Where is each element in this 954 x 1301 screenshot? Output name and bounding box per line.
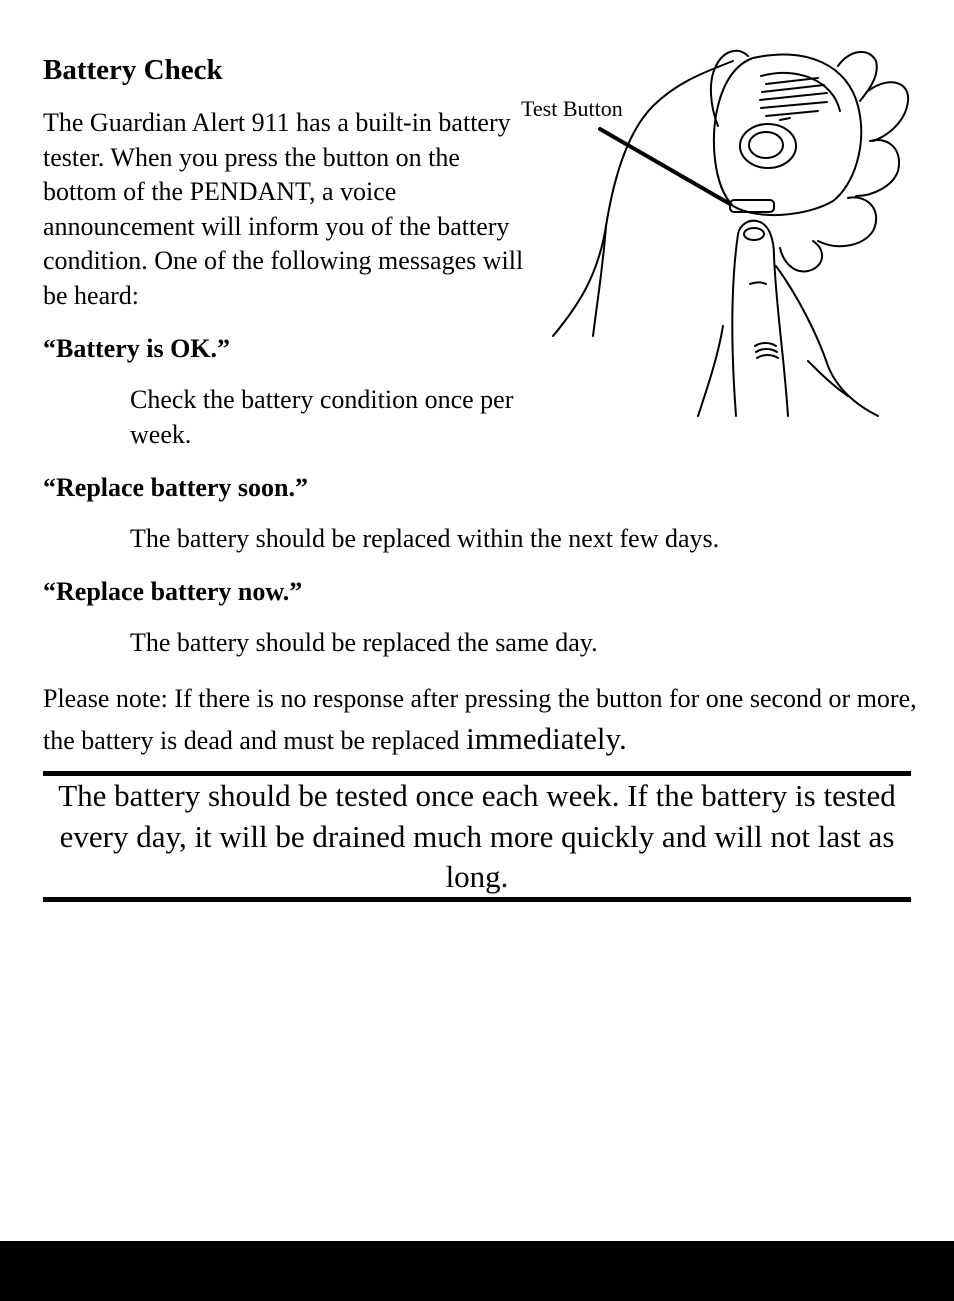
message-replace-now-description: The battery should be replaced the same day. (130, 628, 598, 657)
intro-paragraph: The Guardian Alert 911 has a built-in battery tester. When you press the button on the bottom of the PENDANT, a voice announcement will inform you of the battery condition. One of the following messages will be heard: (43, 108, 524, 310)
callout-bottom-rule (43, 897, 911, 902)
message-battery-ok: “Battery is OK.” (43, 334, 231, 363)
message-replace-soon: “Replace battery soon.” (43, 473, 309, 502)
message-battery-ok-description: Check the battery condition once per week. (130, 385, 514, 449)
please-note-paragraph (43, 679, 923, 761)
footer-bar (0, 1241, 954, 1301)
message-replace-now: “Replace battery now.” (43, 577, 303, 606)
hand-pressing-pendant-illustration (518, 36, 918, 426)
note-emphasis: immediately. (466, 721, 627, 756)
page-title: Battery Check (43, 54, 223, 86)
weekly-test-callout: The battery should be tested once each week. If the battery is tested every day, it will be drained much more quickly and will not last as long. (58, 778, 896, 894)
message-replace-soon-description: The battery should be replaced within the next few days. (130, 524, 720, 553)
note-text: Please note: If there is no response after pressing the button for one second or more, the battery is dead and must be replaced (43, 684, 917, 755)
test-button-label: Test Button (521, 96, 623, 121)
